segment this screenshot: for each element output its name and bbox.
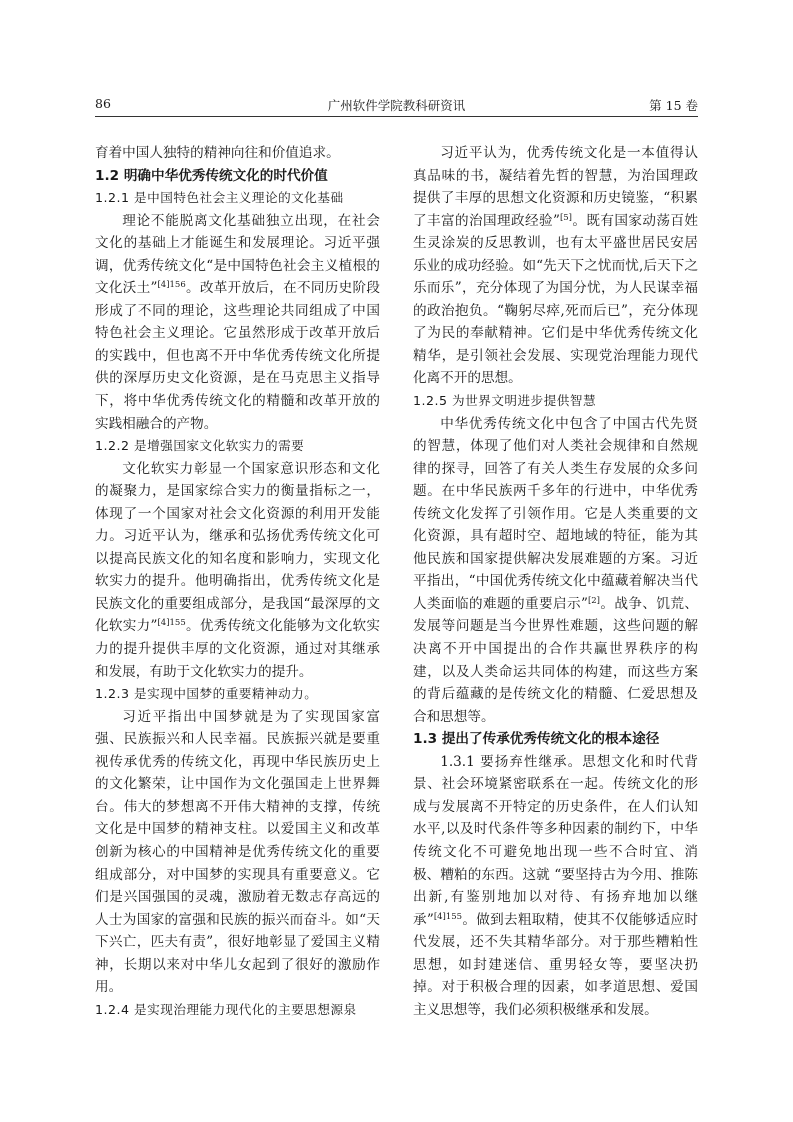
- citation-marker: [2]: [587, 595, 600, 606]
- paragraph-selective-inheritance: 1.3.1 要扬弃性继承。思想文化和时代背景、社会环境紧密联系在一起。传统文化的形成与发展离不开特定的历史条件，在人们认知水平,以及时代条件等多种因素的制约下，中华传统文化不可避免地出现一些不合时宜、消极、糟粕的东西。这就 “要坚持古为今用、推陈出新,有鉴别地加以对待、有扬弃地加以继承”$^{[4]155}$。做到去粗取精，使其不仅能够适应时代发展，还不失其精华部分。对于那些糟粕性思想，如封建迷信、重男轻女等，要坚决扔掉。对于积极合理的因素，如孝道思想、爱国主义思想等，我们必须积极继承和发展。: [413, 753, 698, 1018]
- citation-marker: [5]: [559, 212, 572, 223]
- paragraph-theory-foundation: 理论不能脱离文化基础独立出现，在社会文化的基础上才能诞生和发展理论。习近平强调，优秀传统文化“是中国特色社会主义植根的文化沃土”$^{[4]156}$。改革开放后，在不同历史阶段形成了不同的理论，这些理论共同组成了中国特色社会主义理论。它虽然形成于改革开放后的实践中，但也离不开中华优秀传统文化所提供的深厚历史文化资源，是在马克思主义指导下，将中华优秀传统文化的精髓和改革开放的实践相融合的产物。: [95, 212, 381, 432]
- page-number: 86: [95, 96, 111, 111]
- paragraph-soft-power: 文化软实力彰显一个国家意识形态和文化的凝聚力，是国家综合实力的衡量指标之一，体现了一个国家对社会文化资源的利用开发能力。习近平认为，继承和弘扬优秀传统文化可以提高民族文化的知名度和影响力，实现文化软实力的提升。他明确指出，优秀传统文化是民族文化的重要组成部分，是我国“最深厚的文化软实力”$^{[4]155}$。优秀传统文化能够为文化软实力的提升提供丰厚的文化资源，通过对其继承和发展，有助于文化软实力的提升。: [95, 460, 381, 680]
- section-heading-1-3: 1.3 提出了传承优秀传统文化的根本途径: [413, 731, 660, 748]
- citation-marker: [4]155: [157, 618, 186, 629]
- left-column: [95, 142, 380, 1021]
- citation-marker: [4]155: [433, 911, 463, 922]
- journal-title: 广州软件学院教科研资讯: [327, 98, 466, 113]
- subsection-heading-1-2-3: 1.2.3 是实现中国梦的重要精神动力。: [95, 686, 318, 702]
- volume-label: 第 15 卷: [649, 98, 698, 113]
- subsection-heading-1-2-4: 1.2.4 是实现治理能力现代化的主要思想源泉: [95, 1001, 357, 1017]
- citation-marker: [4]156: [157, 280, 186, 291]
- section-heading-1-2: 1.2 明确中华优秀传统文化的时代价值: [95, 167, 328, 184]
- subsection-heading-1-2-1: 1.2.1 是中国特色社会主义理论的文化基础: [95, 190, 344, 206]
- subsection-heading-1-2-2: 1.2.2 是增强国家文化软实力的需要: [95, 438, 305, 454]
- paragraph-world-wisdom: 中华优秀传统文化中包含了中国古代先贤的智慧，体现了他们对人类社会规律和自然规律的探寻，回答了有关人类生存发展的众多问题。在中华民族两千多年的行进中，中华优秀传统文化发挥了引领作用。它是人类重要的文化资源，具有超时空、超地域的特征，能为其他民族和国家提供解决发展难题的方案。习近平指出，“中国优秀传统文化中蕴藏着解决当代人类面临的难题的重要启示”[2]。战争、饥荒、发展等问题是当今世界性难题，这些问题的解决离不开中国提出的合作共赢世界秩序的构建，以及人类命运共同体的构建，而这些方案的背后蕴藏的是传统文化的精髓、仁爱思想及合和思想等。: [413, 415, 698, 725]
- subsection-heading-1-2-5: 1.2.5 为世界文明进步提供智慧: [413, 393, 597, 409]
- paragraph-continued: 育着中国人独特的精神向往和价值追求。: [95, 145, 340, 161]
- paragraph-chinese-dream: 习近平指出中国梦就是为了实现国家富强、民族振兴和人民幸福。民族振兴就是要重视传承优秀的传统文化，再现中华民族历史上的文化繁荣，让中国作为文化强国走上世界舞台。伟大的梦想离不开伟大精神的支撑，传统文化是中国梦的精神支柱。以爱国主义和改革创新为核心的中国精神是优秀传统文化的重要组成部分，对中国梦的实现具有重要意义。它们是兴国强国的灵魂，激励着无数志存高远的人士为国家的富强和民族的振兴而奋斗。如“天下兴亡，匹夫有责”，很好地彰显了爱国主义精神，长期以来对中华儿女起到了很好的激励作用。: [95, 708, 380, 996]
- paragraph-governance: 习近平认为，优秀传统文化是一本值得认真品味的书，凝结着先哲的智慧，为治国理政提供了丰厚的思想文化资源和历史镜鉴，“积累了丰富的治国理政经验”[5]。既有国家动荡百姓生灵涂炭的反思教训，也有太平盛世居民安居乐业的成功经验。如“先天下之忧而忧,后天下之乐而乐”，充分体现了为国分忧，为人民谋幸福的政治抱负。“鞠躬尽瘁,死而后已”，充分体现了为民的奉献精神。它们是中华优秀传统文化精华，是引领社会发展、实现党治理能力现代化离不开的思想。: [413, 145, 698, 387]
- running-header: [95, 94, 698, 117]
- right-column: [413, 142, 698, 1021]
